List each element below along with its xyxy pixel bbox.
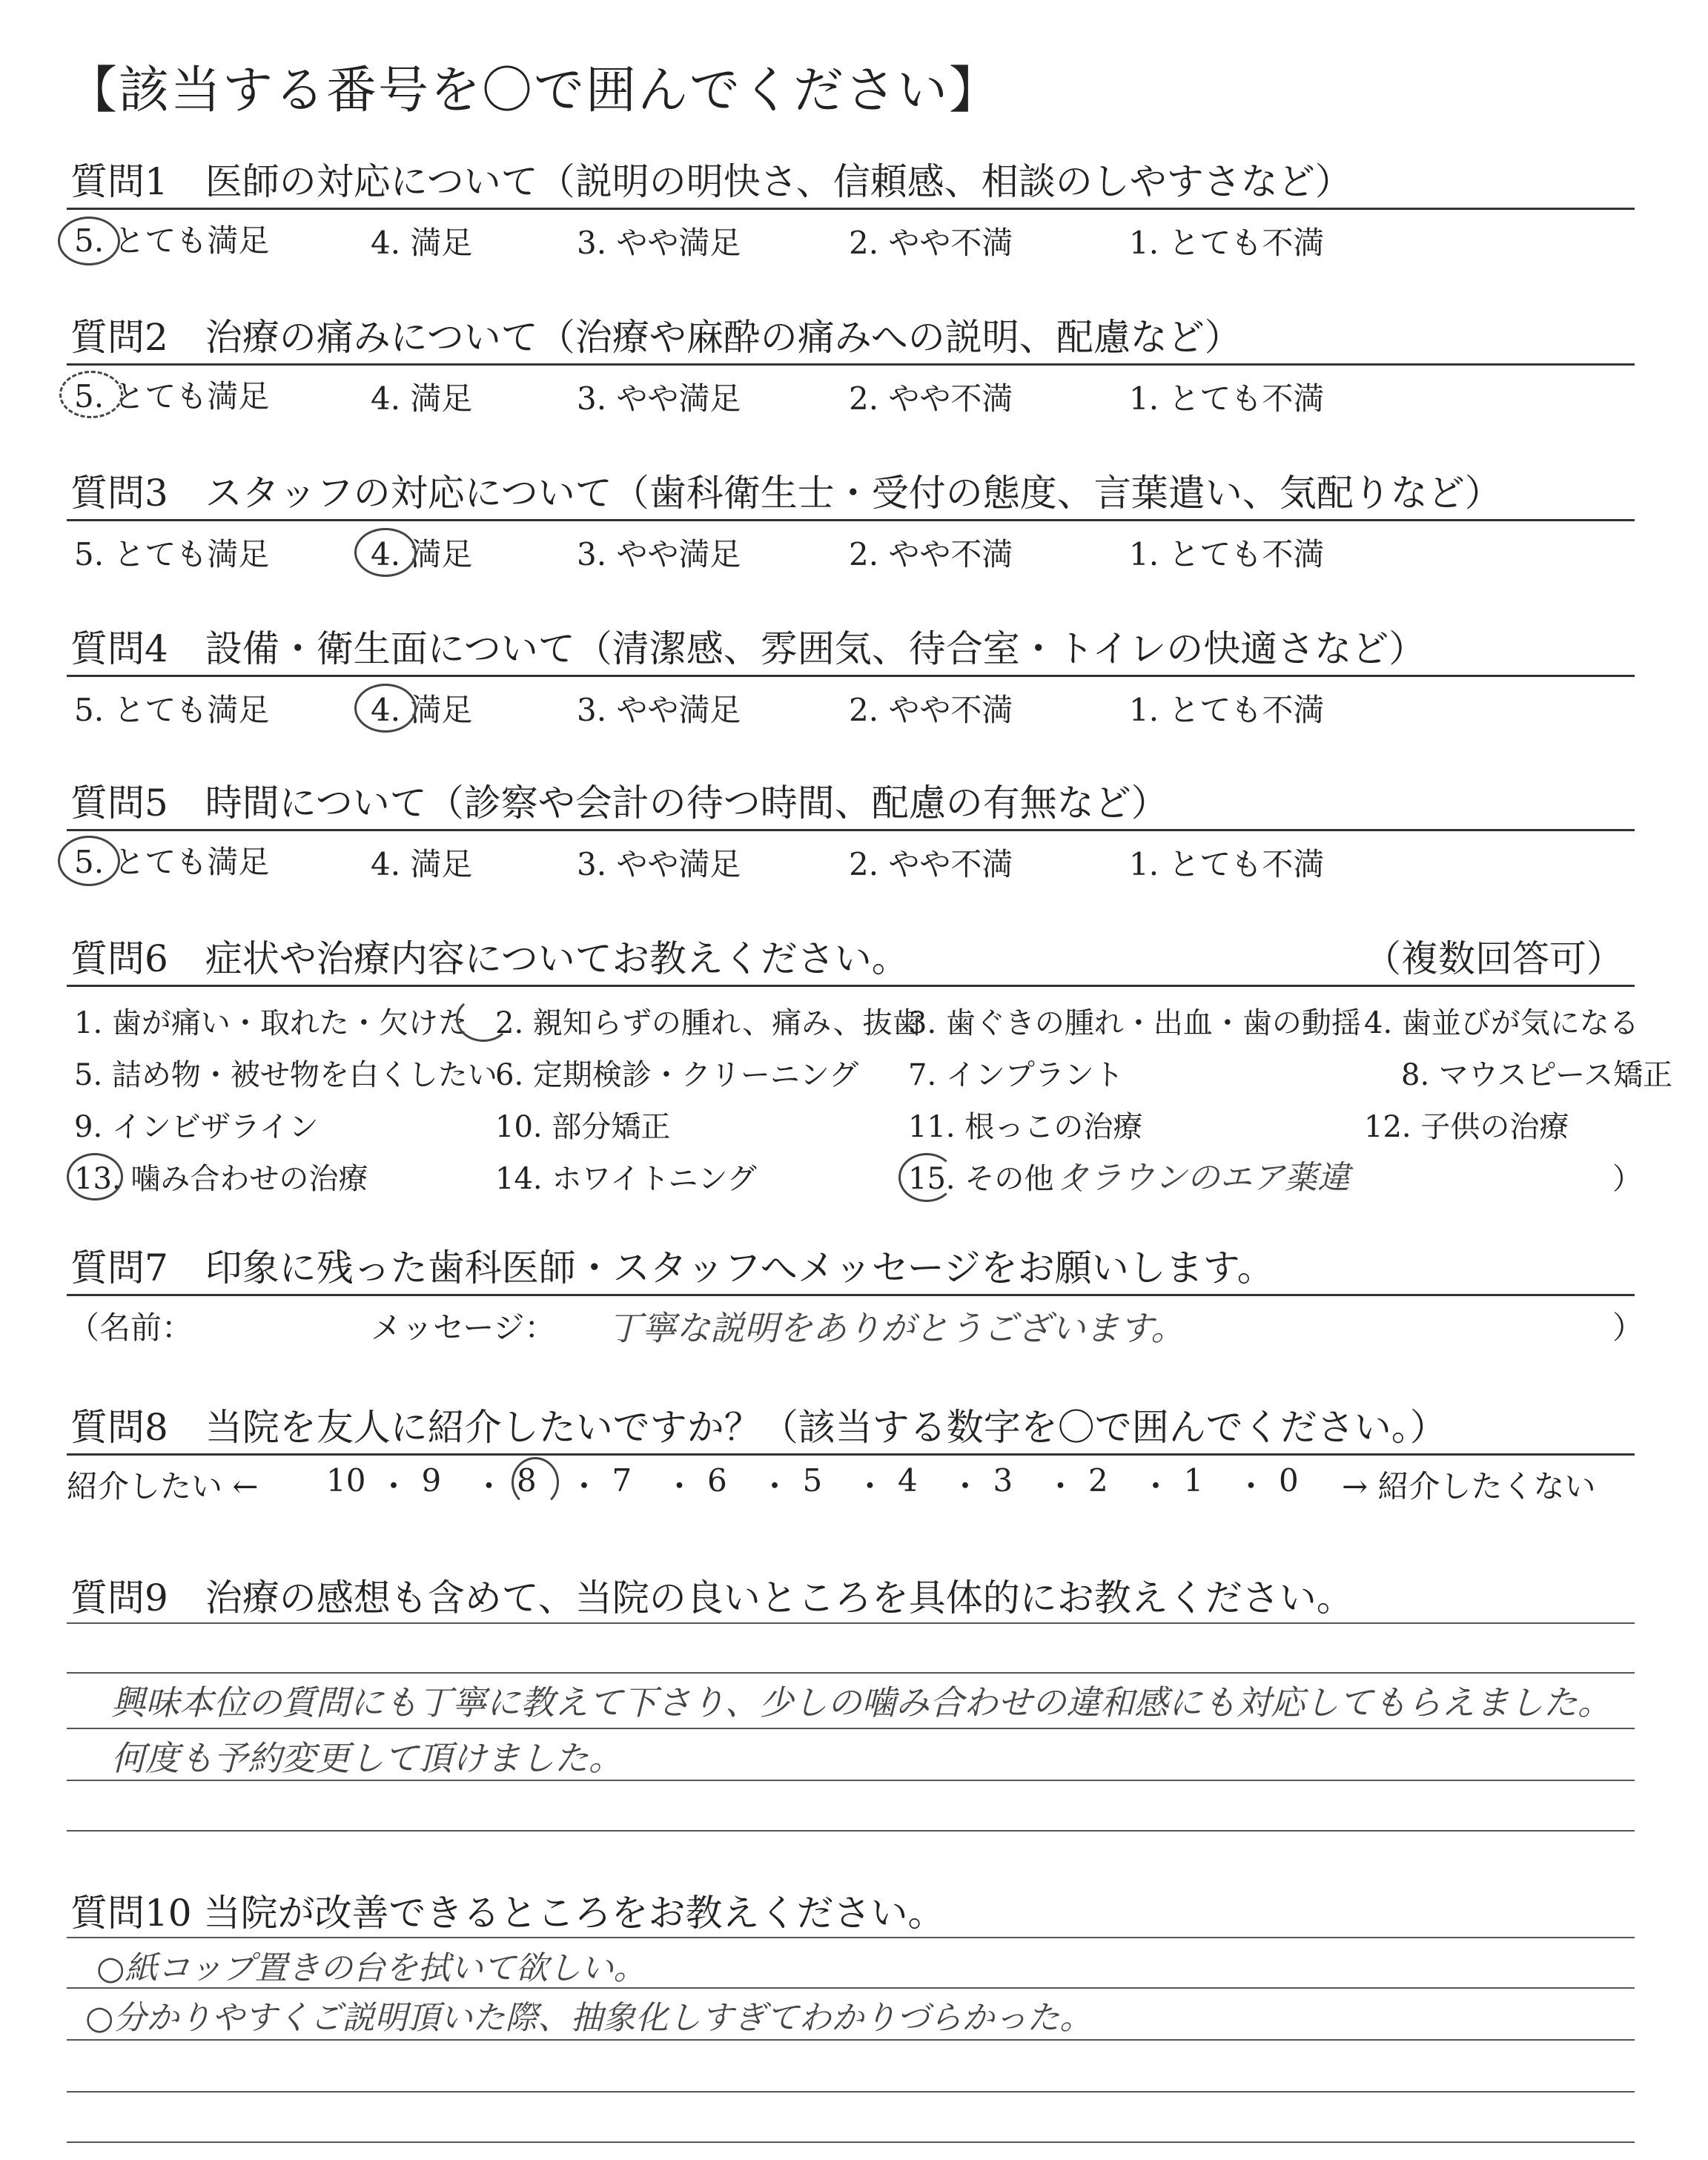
divider [67, 1294, 1635, 1296]
q1-option-1[interactable]: 1. とても不満 [1129, 225, 1325, 261]
writing-line [67, 1622, 1635, 1624]
q1-option-2[interactable]: 2. やや不満 [849, 225, 1013, 261]
divider [67, 1453, 1635, 1456]
q8-scale-value[interactable]: 10 [326, 1462, 366, 1499]
divider [67, 363, 1635, 366]
q2-option-5[interactable]: 5. とても満足 [74, 378, 270, 415]
q9-answer-line-2: 何度も予約変更して頂けました。 [111, 1738, 623, 1778]
divider [67, 519, 1635, 521]
question-1-title: 質問1 医師の対応について（説明の明快さ、信頼感、相談のしやすさなど） [70, 160, 1352, 203]
q10-answer-line-1: ○紙コップ置きの台を拭いて欲しい。 [96, 1949, 646, 1987]
q8-scale-value[interactable]: 4 [898, 1462, 918, 1499]
q6-item-14[interactable]: 14. ホワイトニング [495, 1162, 757, 1196]
q6-other-close-paren: ） [1612, 1162, 1642, 1196]
q6-item-12[interactable]: 12. 子供の治療 [1364, 1110, 1569, 1144]
q3-selection-circle [354, 528, 417, 577]
q8-left-label: 紹介したい ← [67, 1468, 259, 1505]
question-7-title: 質問7 印象に残った歯科医師・スタッフへメッセージをお願いします。 [70, 1246, 1274, 1289]
q9-answer-line-1: 興味本位の質問にも丁寧に教えて下さり、少しの噛み合わせの違和感にも対応してもらえました。 [111, 1682, 1612, 1723]
q4-option-3[interactable]: 3. やや満足 [577, 692, 741, 728]
writing-line [67, 1672, 1635, 1674]
q5-option-2[interactable]: 2. やや不満 [849, 846, 1013, 882]
q8-scale-separator: ・ [1140, 1468, 1172, 1505]
q6-item-8[interactable]: 8. マウスピース矯正 [1401, 1058, 1673, 1092]
writing-line [67, 1830, 1635, 1832]
q8-scale-separator: ・ [950, 1468, 982, 1505]
q2-option-2[interactable]: 2. やや不満 [849, 380, 1013, 417]
q8-scale-value[interactable]: 0 [1279, 1462, 1299, 1499]
q5-option-3[interactable]: 3. やや満足 [577, 846, 741, 882]
q7-message-label: メッセージ： [371, 1309, 556, 1346]
q8-scale-value[interactable]: 9 [421, 1462, 442, 1499]
q8-scale-separator: ・ [473, 1468, 505, 1505]
q6-item-11[interactable]: 11. 根っこの治療 [908, 1110, 1143, 1144]
writing-line [67, 2141, 1635, 2143]
question-10-title: 質問10 当院が改善できるところをお教えください。 [70, 1892, 945, 1935]
q3-option-4[interactable]: 4. 満足 [371, 536, 473, 572]
q2-selection-circle [59, 371, 123, 418]
q6-selection-circle-13 [67, 1153, 123, 1200]
q6-item-6[interactable]: 6. 定期検診・クリーニング [495, 1058, 859, 1092]
q8-scale-value[interactable]: 7 [612, 1462, 632, 1499]
q4-selection-circle [354, 684, 417, 733]
q6-selection-circle-2 [456, 996, 511, 1042]
q2-option-4[interactable]: 4. 満足 [371, 380, 473, 417]
q6-item-10[interactable]: 10. 部分矯正 [495, 1110, 671, 1144]
question-5-title: 質問5 時間について（診察や会計の待つ時間、配慮の有無など） [70, 782, 1168, 825]
q8-scale-value[interactable]: 3 [993, 1462, 1013, 1499]
q4-option-4[interactable]: 4. 満足 [371, 692, 473, 728]
q5-selection-circle [58, 836, 120, 886]
q10-answer-line-2: ○分かりやすくご説明頂いた際、抽象化しすぎてわかりづらかった。 [85, 1999, 1093, 2037]
divider [67, 985, 1635, 987]
q8-scale-separator: ・ [1235, 1468, 1267, 1505]
q8-scale-value[interactable]: 2 [1088, 1462, 1108, 1499]
question-8-title: 質問8 当院を友人に紹介したいですか？（該当する数字を〇で囲んでください。） [70, 1406, 1447, 1449]
question-3-title: 質問3 スタッフの対応について（歯科衛生士・受付の態度、言葉遣い、気配りなど） [70, 472, 1502, 515]
q8-selection-circle [512, 1457, 559, 1507]
q8-scale-value[interactable]: 5 [802, 1462, 823, 1499]
question-6-note: （複数回答可） [1364, 937, 1623, 980]
q4-option-1[interactable]: 1. とても不満 [1129, 692, 1325, 728]
q8-scale-separator: ・ [663, 1468, 695, 1505]
q6-item-4[interactable]: 4. 歯並びが気になる [1364, 1006, 1639, 1040]
writing-line [67, 1937, 1635, 1938]
q6-selection-circle-15 [898, 1153, 955, 1202]
q4-option-5[interactable]: 5. とても満足 [74, 692, 270, 728]
q6-item-13[interactable]: 13. 噛み合わせの治療 [74, 1162, 368, 1196]
q8-scale-separator: ・ [1045, 1468, 1076, 1505]
q5-option-5[interactable]: 5. とても満足 [74, 844, 270, 880]
q8-scale-separator: ・ [759, 1468, 791, 1505]
q6-item-7[interactable]: 7. インプラント [908, 1058, 1124, 1092]
q1-option-5[interactable]: 5. とても満足 [74, 222, 270, 259]
q7-close-paren: ） [1612, 1309, 1644, 1346]
q3-option-1[interactable]: 1. とても不満 [1129, 536, 1325, 572]
q1-option-3[interactable]: 3. やや満足 [577, 225, 741, 261]
question-9-title: 質問9 治療の感想も含めて、当院の良いところを具体的にお教えください。 [70, 1576, 1354, 1619]
q3-option-2[interactable]: 2. やや不満 [849, 536, 1013, 572]
q8-scale-separator: ・ [378, 1468, 410, 1505]
q8-scale-value[interactable]: 8 [517, 1462, 537, 1499]
q7-message-handwritten: 丁寧な説明をありがとうございます。 [608, 1308, 1185, 1348]
page-header: 【該当する番号を〇で囲んでください】 [67, 62, 1002, 120]
q1-selection-circle [58, 217, 120, 265]
divider [67, 829, 1635, 831]
q6-item-9[interactable]: 9. インビザライン [74, 1110, 319, 1144]
q6-item-1[interactable]: 1. 歯が痛い・取れた・欠けた [74, 1006, 468, 1040]
q6-item-3[interactable]: 3. 歯ぐきの腫れ・出血・歯の動揺 [908, 1006, 1361, 1040]
writing-line [67, 1728, 1635, 1729]
q6-item-15[interactable]: 15. その他（ [908, 1162, 1084, 1196]
q7-name-label: （名前： [68, 1309, 193, 1346]
q5-option-1[interactable]: 1. とても不満 [1129, 846, 1325, 882]
q6-item-5[interactable]: 5. 詰め物・被せ物を白くしたい [74, 1058, 497, 1092]
q8-scale-separator: ・ [854, 1468, 886, 1505]
writing-line [67, 2039, 1635, 2041]
q3-option-3[interactable]: 3. やや満足 [577, 536, 741, 572]
q8-scale-separator: ・ [569, 1468, 600, 1505]
question-6-title: 質問6 症状や治療内容についてお教えください。 [70, 937, 909, 980]
q2-option-3[interactable]: 3. やや満足 [577, 380, 741, 417]
q2-option-1[interactable]: 1. とても不満 [1129, 380, 1325, 417]
q6-other-handwritten: クラウンのエア薬違 [1056, 1159, 1350, 1197]
question-4-title: 質問4 設備・衛生面について（清潔感、雰囲気、待合室・トイレの快適さなど） [70, 627, 1426, 670]
writing-line [67, 2091, 1635, 2093]
divider [67, 675, 1635, 677]
q8-right-label: → 紹介したくない [1342, 1468, 1596, 1505]
q4-option-2[interactable]: 2. やや不満 [849, 692, 1013, 728]
q8-scale-value[interactable]: 6 [707, 1462, 727, 1499]
q3-option-5[interactable]: 5. とても満足 [74, 536, 270, 572]
divider [67, 208, 1635, 210]
q5-option-4[interactable]: 4. 満足 [371, 846, 473, 882]
q1-option-4[interactable]: 4. 満足 [371, 225, 473, 261]
q6-item-2[interactable]: 2. 親知らずの腫れ、痛み、抜歯 [495, 1006, 922, 1040]
question-2-title: 質問2 治療の痛みについて（治療や麻酔の痛みへの説明、配慮など） [70, 316, 1242, 359]
q8-scale-value[interactable]: 1 [1183, 1462, 1204, 1499]
